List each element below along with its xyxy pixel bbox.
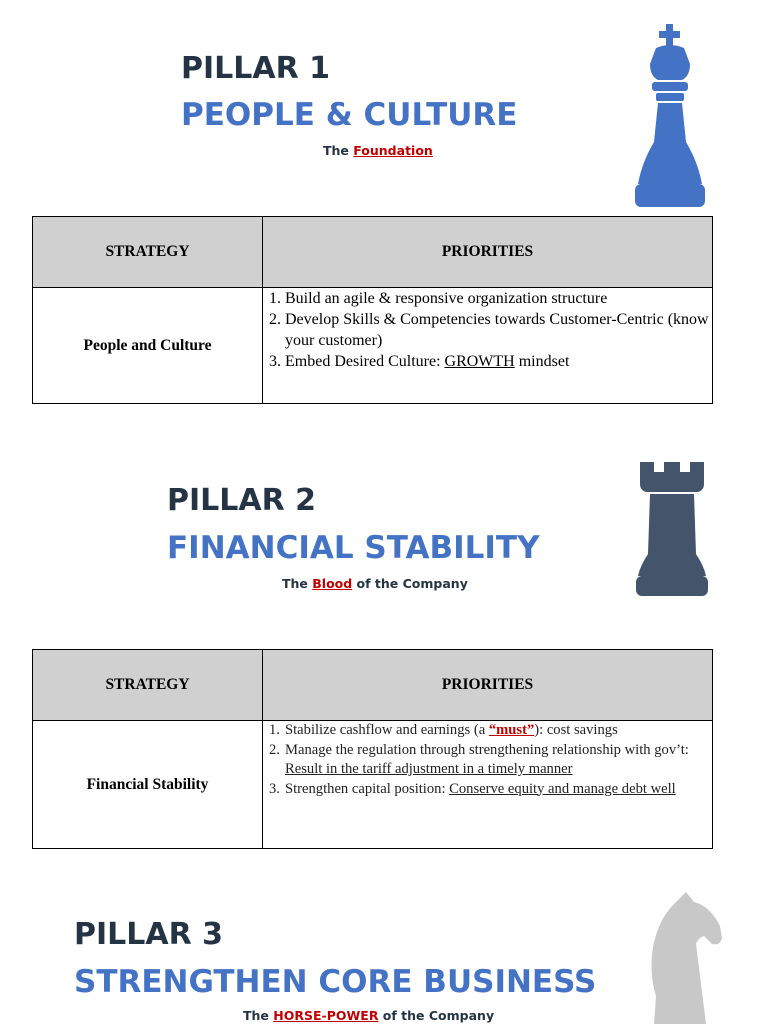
- priorities-cell: [263, 288, 713, 404]
- tagline-text: of the Company: [378, 1008, 495, 1023]
- item-text: Develop Skills & Competencies towards Customer-Centric (know your customer): [285, 311, 709, 349]
- strategy-cell: People and Culture: [33, 288, 263, 404]
- list-item: [263, 780, 712, 800]
- priorities-list: [263, 288, 712, 372]
- item-number: 1.: [269, 722, 280, 738]
- list-item: [263, 721, 712, 741]
- item-number: 2.: [269, 741, 280, 758]
- pillar-3-number: PILLAR 3: [74, 917, 224, 952]
- item-underlined-text: GROWTH: [444, 353, 515, 370]
- item-text: Manage the regulation through strengthening relationship with gov’t:: [285, 741, 689, 758]
- tagline-emphasis: Blood: [312, 576, 353, 591]
- chess-king-icon: [632, 24, 708, 207]
- priorities-header: PRIORITIES: [263, 217, 713, 288]
- strategy-header: STRATEGY: [33, 217, 263, 288]
- priorities-header: PRIORITIES: [263, 650, 713, 721]
- pillar-3-tagline: [243, 1010, 494, 1023]
- tagline-text: of the Company: [352, 576, 468, 591]
- pillar-2-number: PILLAR 2: [167, 483, 317, 518]
- item-text: Build an agile & responsive organization structure: [285, 290, 608, 307]
- pillar-1-name: PEOPLE & CULTURE: [181, 97, 518, 133]
- item-emphasis: “must”: [488, 722, 535, 738]
- pillar-3-name: STRENGTHEN CORE BUSINESS: [74, 964, 597, 1000]
- pillar-1-number: PILLAR 1: [181, 51, 331, 86]
- item-underlined-text: Conserve equity and manage debt well: [449, 780, 676, 797]
- item-text: Stabilize cashflow and earnings (a: [285, 722, 489, 738]
- item-number: 1.: [269, 290, 281, 307]
- priorities-list: [263, 721, 712, 799]
- list-item: [263, 741, 712, 780]
- item-text: ): cost savings: [534, 722, 618, 738]
- tagline-text: The: [243, 1008, 274, 1023]
- tagline-emphasis: HORSE-POWER: [273, 1008, 379, 1023]
- chess-knight-icon: [646, 892, 724, 1024]
- list-item: [263, 309, 712, 351]
- item-number: 2.: [269, 311, 281, 328]
- pillar-1-tagline: [323, 145, 433, 158]
- item-text: Strengthen capital position:: [285, 780, 450, 797]
- strategy-header: STRATEGY: [33, 650, 263, 721]
- list-item: [263, 288, 712, 309]
- list-item: [263, 351, 712, 372]
- strategy-cell: Financial Stability: [33, 721, 263, 849]
- pillar-2-table: [32, 649, 713, 849]
- item-text: mindset: [514, 353, 570, 370]
- tagline-text: The: [323, 143, 354, 158]
- tagline-text: The: [282, 576, 313, 591]
- priorities-cell: [263, 721, 713, 849]
- item-text: Embed Desired Culture:: [285, 353, 445, 370]
- chess-rook-icon: [636, 462, 708, 596]
- pillar-2-tagline: [282, 578, 468, 591]
- tagline-emphasis: Foundation: [353, 143, 433, 158]
- item-underlined-text: Result in the tariff adjustment in a timely manner: [285, 761, 573, 777]
- item-number: 3.: [269, 780, 280, 797]
- item-number: 3.: [269, 353, 281, 370]
- pillar-1-table: [32, 216, 713, 404]
- pillar-2-name: FINANCIAL STABILITY: [167, 530, 540, 566]
